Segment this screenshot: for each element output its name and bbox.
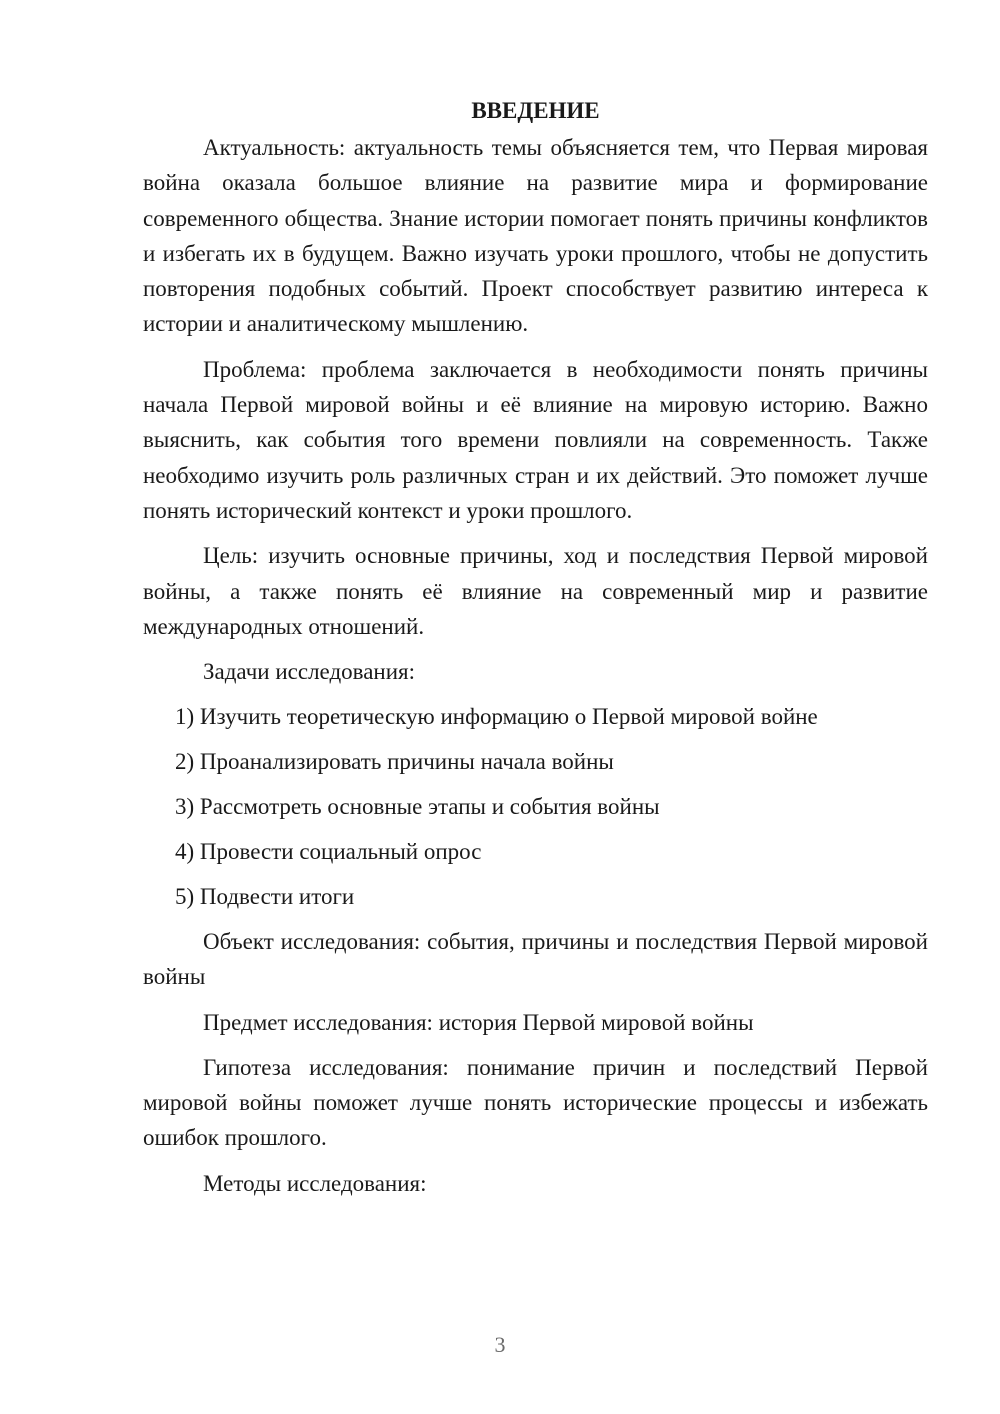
methods-heading: Методы исследования:: [203, 1170, 427, 1196]
task-item: 1) Изучить теоретическую информацию о Первой мировой войне: [175, 704, 818, 730]
section-title: ВВЕДЕНИЕ: [471, 98, 600, 123]
problem-paragraph: Проблема: проблема заключается в необходимости понять причины начала Первой мировой войны и её влияние на мировую историю. Важно выяснить, как события того времени повлияли на современность. Также необходимо изучить роль различных стран и их действий. Это поможет лучше понять исторический контекст и уроки прошлого.: [143, 356, 928, 523]
task-item: 5) Подвести итоги: [175, 884, 355, 910]
task-item: 3) Рассмотреть основные этапы и события войны: [175, 794, 660, 820]
page-number: 3: [494, 1332, 506, 1357]
task-item: 4) Провести социальный опрос: [175, 839, 482, 865]
hypothesis-paragraph: Гипотеза исследования: понимание причин и последствий Первой мировой войны поможет лучше понять исторические процессы и избежать ошибок прошлого.: [143, 1054, 928, 1151]
tasks-heading: Задачи исследования:: [203, 659, 416, 685]
relevance-paragraph: Актуальность: актуальность темы объясняется тем, что Первая мировая война оказала большое влияние на развитие мира и формирование современного общества. Знание истории помогает понять причины конфликтов и избегать их в будущем. Важно изучать уроки прошлого, чтобы не допустить повторения подобных событий. Проект способствует развитию интереса к истории и аналитическому мышлению.: [143, 135, 928, 337]
task-item: 2) Проанализировать причины начала войны: [175, 749, 614, 775]
goal-paragraph: Цель: изучить основные причины, ход и последствия Первой мировой войны, а также понять её влияние на современный мир и развитие международных отношений.: [143, 543, 928, 639]
tasks-list: [143, 699, 928, 914]
object-paragraph: Объект исследования: события, причины и последствия Первой мировой войны: [143, 929, 928, 990]
document-page: [143, 92, 928, 1211]
subject-paragraph: Предмет исследования: история Первой мировой войны: [203, 1009, 754, 1035]
